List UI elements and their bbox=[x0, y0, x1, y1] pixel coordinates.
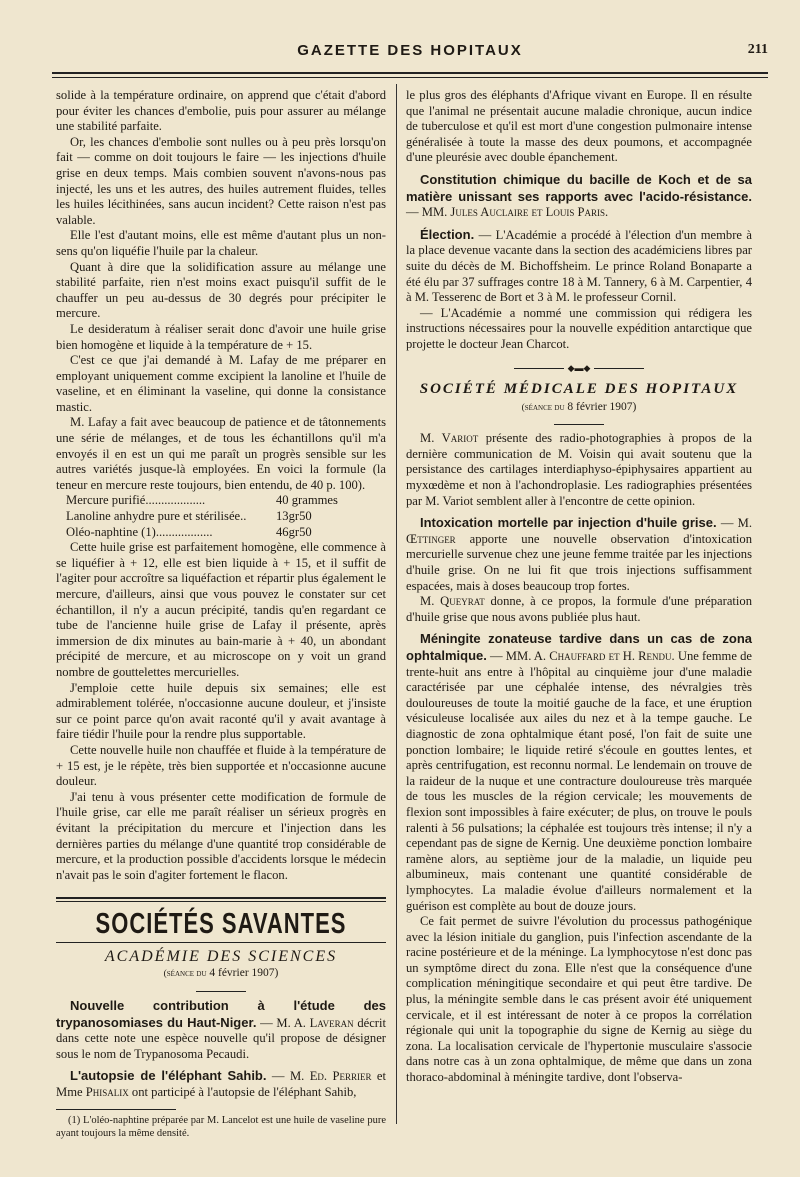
section-rule bbox=[56, 897, 386, 899]
article-autopsie: L'autopsie de l'éléphant Sahib. — M. Ed. Perrier et Mme Phisalix ont participé à l'autopsie de l'éléphant Sahib, bbox=[56, 1068, 387, 1100]
paragraph: solide à la température ordinaire, on apprend que c'était d'abord pour éviter les chances d'embolie, puis pour assurer au mélange une stabilité parfaite. bbox=[56, 88, 386, 134]
paragraph: Ce fait permet de suivre l'évolution du processus pathogénique avec la lésion initiale du ganglion, puis l'infection ascendante de la racine postérieure et de la méninge. La lymphocytose n'est donc pas un symptôme direct du zona. Elle n'est que la conséquence d'une complication méningitique secondaire et qui peut être tardive. De plus, la méningite semble dans le cas présent avoir été uniquement cervicale, et il est intéressant de noter à ce propos la corrélation régionale qui unit la topographie du signe de Kernig au siège du zona. La localisation cervicale de l'hypertonie musculaire s'associe dans notre cas à un zona ophtalmique, de même que dans un zona thoraco-abdominal à méningite tardive, dont l'observa- bbox=[406, 914, 752, 1085]
article-author: M. Ed. Perrier bbox=[289, 1069, 372, 1084]
article-text: ont participé à l'autopsie de l'éléphant Sahib, bbox=[131, 1085, 357, 1100]
paragraph: Cette nouvelle huile non chauffée et fluide à la température de + 15 est, je le répète, très bien supportée et n'occasionne aucune douleur. bbox=[56, 742, 386, 789]
article-koch bbox=[406, 172, 752, 221]
article-title: L'autopsie de l'éléphant Sahib. bbox=[70, 1068, 267, 1084]
paragraph: — L'Académie a nommé une commission qui rédigera les instructions nécessaires pour la nouvelle expédition antarctique que projette le docteur Jean Charcot. bbox=[406, 305, 752, 351]
article-text: — L'Académie a procédé à l'élection d'un membre à la place devenue vacante dans la section des académiciens libres par suite du décès de M. Bichoffsheim. Le prince Roland Bonaparte a été élu par 37 suffrages contre 18 à M. Tannery, 6 à M. Carpentier, 4 à M. Tesserenc de Bort et 3 à M. le professeur Cornil. bbox=[406, 227, 752, 305]
article-intox bbox=[406, 515, 752, 594]
society-title: SOCIÉTÉ MÉDICALE DES HOPITAUX bbox=[419, 381, 739, 398]
academy-seance bbox=[56, 966, 386, 983]
seance-date: 4 février 1907) bbox=[209, 967, 279, 980]
formula-value: 46gr50 bbox=[276, 524, 312, 539]
section-rule-thin bbox=[56, 942, 386, 943]
paragraph: le plus gros des éléphants d'Afrique vivant en Europe. Il en résulte que l'animal ne présentait aucune maladie chronique, aucun indice de tuberculose et qu'il est mort d'une congestion pulmonaire intense généralisée à toute la masse des deux poumons, et accompagnée d'une pleurésie avec double épanchement. bbox=[406, 88, 752, 165]
article-text: apporte une nouvelle observation d'intoxication mercurielle survenue chez une jeune femme traitée par les injections d'huile grise. On ne lui fit que trois injections suffisamment espacées, mais à doses beaucoup trop fortes. bbox=[406, 531, 752, 593]
formula-value: 13gr50 bbox=[276, 509, 312, 524]
seance-prefix: (séance du bbox=[163, 969, 207, 980]
short-rule bbox=[554, 424, 604, 425]
article-variot bbox=[406, 431, 752, 509]
article-election bbox=[406, 227, 752, 306]
section-rule-thin bbox=[56, 901, 386, 902]
paragraph: M. Lafay a fait avec beaucoup de patience et de tâtonnements une série de mélanges, et de tous les échantillons qu'il m'a envoyés il en est un qui me paraît un progrès sensible sur les autres variétés jusque-là employées. En voici la formule (la teneur en mercure reste toujours, bien entendu, de 40 p. 100). bbox=[56, 415, 386, 492]
footnote-rule bbox=[56, 1109, 176, 1110]
paragraph: Cette huile grise est parfaitement homogène, elle commence à se liquéfier à + 12, elle est bien liquide à + 15, et il suffit de l'agiter pour accroître sa liquéfaction et répartir plus également le mercure, d'ailleurs, ainsi que vous pouvez le constater sur cet échantillon, il n'y a aucun précipité, tandis qu'en regardant ce tube de l'ancienne huile grise de Lafay il présente, après immersion de dix minutes au bain-marie à + 40, un abondant précipité de mercure, et au microscope on y voit un grand nombre de gouttelettes mercurielles. bbox=[56, 540, 386, 679]
header-rule bbox=[52, 72, 768, 74]
short-rule bbox=[196, 991, 246, 992]
formula-label: Oléo-naphtine (1).................. bbox=[66, 524, 213, 539]
article-author: — M. Œttinger bbox=[406, 516, 752, 546]
article-trypano: Nouvelle contribution à l'étude des trypanosomiases du Haut-Niger. — M. A. Laveran décrit dans cette note une espèce nouvelle qu'il propose de désigner sous le nom de Trypanosoma Pecaudi. bbox=[56, 998, 386, 1061]
article-meningite bbox=[406, 631, 752, 914]
formula-value: 40 grammes bbox=[276, 493, 338, 508]
paragraph: Le desideratum à réaliser serait donc d'avoir une huile grise bien homogène et liquide à la température de + 15. bbox=[56, 321, 386, 352]
ornament-divider bbox=[406, 361, 752, 377]
paragraph: Elle l'est d'autant moins, elle est même d'autant plus un non-sens qu'on liquéfie l'huile par la chaleur. bbox=[56, 228, 386, 258]
article-author: Phisalix bbox=[85, 1085, 129, 1100]
article-author: M. Queyrat bbox=[420, 594, 485, 609]
article-queyrat bbox=[406, 594, 752, 625]
article-title: Intoxication mortelle par injection d'huile grise. bbox=[420, 515, 717, 531]
ornament-diamond-icon: ◆▬◆ bbox=[567, 362, 591, 373]
ornament-line bbox=[514, 368, 564, 369]
seance-prefix: (séance du bbox=[521, 402, 565, 413]
article-author: M. Variot bbox=[420, 431, 479, 446]
page-header bbox=[52, 36, 768, 66]
article-conjunction: et Mme bbox=[56, 1069, 387, 1100]
formula-row bbox=[56, 509, 386, 525]
article-text: décrit dans cette note une espèce nouvelle qu'il propose de désigner sous le nom de Trypanosoma Pecaudi. bbox=[56, 1015, 386, 1061]
formula-row bbox=[56, 525, 386, 541]
article-text: donne, à ce propos, la formule d'une préparation d'huile grise que nous avons publiée plus haut. bbox=[406, 594, 752, 624]
formula-row bbox=[56, 493, 386, 509]
article-text: présente des radio-photographies à propos de la dernière communication de M. Voisin qui avait soutenu que la persistance des cartilages interdiaphyso-épiphysaires appartient au myxœdème et non à l'achondroplasie. Les radiographies présentées par M. Variot semblent aller à l'encontre de cette opinion. bbox=[406, 431, 753, 508]
article-author: M. A. Laveran bbox=[276, 1015, 354, 1030]
header-rule-thin bbox=[52, 77, 768, 78]
right-column bbox=[406, 88, 752, 1086]
paragraph: Or, les chances d'embolie sont nulles ou à peu près lorsqu'on fait — comme on doit toujours le faire — les injections d'huile grise en deux temps. Mais combien souvent n'avons-nous pas injecté, les uns et les autres, des huiles autrement fluides, telles les huiles lécithinées, sans aucun incident? Cette raison n'est pas valable. bbox=[56, 134, 386, 227]
page-number: 211 bbox=[747, 42, 768, 57]
academy-title: ACADÉMIE DES SCIENCES bbox=[104, 947, 338, 965]
article-title: Nouvelle contribution à l'étude des trypanosomiases du Haut-Niger. bbox=[56, 998, 386, 1030]
formula-table bbox=[56, 493, 386, 540]
article-author: — MM. A. Chauffard et H. Rendu. bbox=[490, 649, 675, 663]
journal-title: GAZETTE DES HOPITAUX bbox=[297, 42, 523, 59]
paragraph: C'est ce que j'ai demandé à M. Lafay de me préparer en employant uniquement comme excipient la lanoline et l'huile de vaseline, et en éliminant la vaseline, qui donne la consistance mastic. bbox=[56, 353, 386, 414]
article-text: Une femme de trente-huit ans entre à l'hôpital au cinquième jour d'une maladie caractérisée par une céphalée intense, des névralgies très douloureuses de toute la moitié gauche de la face, et une éruption vésiculeuse localisée aux ailes du nez et à la tempe gauche. Le diagnostic de zona ophtalmique étant posé, l'on fait de suite une ponction lombaire; le liquide retiré s'écoule en gouttes lentes, et après centrifugation, est reconnu normal. Le lendemain on trouve de la raideur de la nuque et une contracture douloureuse très marquée de tous les muscles de la région cervicale; les mouvements de flexion sont impossibles à faire exécuter; de plus, on trouve le pouls ralenti à 56 pulsations; la céphalée est toujours très intense; il n'y a cependant pas de signe de Kernig. Une deuxième ponction lombaire ramène alors, au septième jour de la maladie, un liquide peu albumineux, mais contenant une quantité considérable de lymphocytes. La maladie évolue d'ailleurs normalement et la guérison est complète au bout de douze jours. bbox=[406, 649, 752, 913]
paragraph: J'emploie cette huile depuis six semaines; elle est admirablement tolérée, n'occasionne aucune douleur, et j'insiste sur ce point parce qu'on avait raconté qu'il y avait avantage à faire tiédir l'huile pour la rendre plus supportable. bbox=[56, 680, 386, 742]
paragraph: Quant à dire que la solidification assure au mélange une stabilité parfaite, rien n'est moins exact puisqu'il suffit de le chauffer un peu au-dessus de 30 degrés pour précipiter le mercure. bbox=[56, 259, 386, 321]
article-title: Élection. bbox=[420, 226, 475, 242]
article-author: — MM. Jules Auclaire et Louis Paris. bbox=[406, 205, 609, 220]
article-title: Constitution chimique du bacille de Koch et de sa matière unissant ses rapports avec l'acido-résistance. bbox=[406, 171, 752, 204]
footnote: (1) L'oléo-naphtine préparée par M. Lancelot est une huile de vaseline pure ayant toujours la même densité. bbox=[56, 1114, 386, 1139]
society-seance bbox=[406, 400, 752, 417]
column-divider bbox=[396, 84, 397, 1124]
formula-label: Mercure purifié................... bbox=[66, 493, 206, 508]
section-title: SOCIÉTÉS SAVANTES bbox=[95, 907, 347, 940]
left-column bbox=[56, 88, 386, 1140]
article-title: Méningite zonateuse tardive dans un cas de zona ophtalmique. bbox=[406, 631, 752, 663]
paragraph: J'ai tenu à vous présenter cette modification de formule de l'huile grise, car elle me paraît réaliser un sérieux progrès en évitant la précipitation du mercure et l'injection dans les dernières parties du mélange d'une quantité trop considérable de mercure, et la production possible d'accidents lorsque le médecin n'avait pas le soin d'agiter fortement le flacon. bbox=[56, 789, 386, 882]
formula-label: Lanoline anhydre pure et stérilisée.. bbox=[66, 509, 247, 524]
seance-date: 8 février 1907) bbox=[567, 400, 637, 413]
ornament-line bbox=[594, 368, 644, 369]
